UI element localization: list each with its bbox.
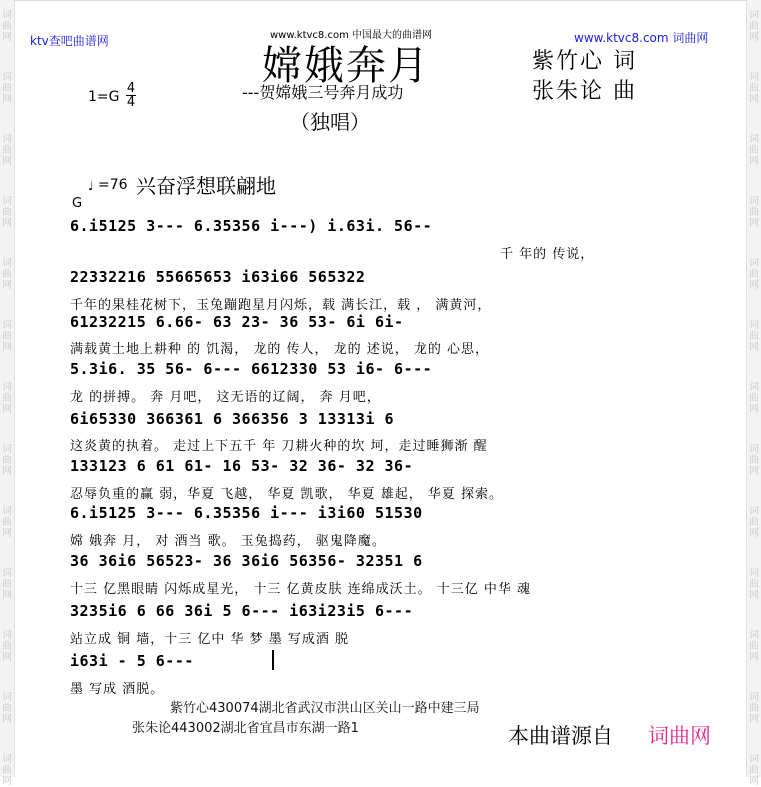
side-watermark-text: 词 曲 网: [2, 630, 12, 663]
score-row-8-lyrics: 十三 亿黑眼睛 闪烁成星光， 十三 亿黄皮肤 连绵成沃土。 十三亿 中华 魂: [70, 582, 532, 597]
side-watermark-text: 词 曲 网: [749, 134, 759, 167]
top-border: [14, 0, 747, 1]
site-center-label[interactable]: www.ktvc8.com 中国最大的曲谱网: [270, 30, 433, 41]
score-row-10-notes: i63i - 5 6---: [70, 652, 194, 670]
song-title: 嫦娥奔月: [262, 43, 430, 89]
source-site-link[interactable]: 词曲网: [648, 724, 711, 748]
score-row-6-notes: 133123 6 61 61- 16 53- 32 36- 32 36-: [70, 457, 414, 475]
side-watermark-text: 词 曲 网: [2, 10, 12, 43]
left-watermark-strip: [0, 0, 15, 787]
side-watermark-text: 词 曲 网: [2, 692, 12, 725]
score-row-1-lyrics: 千 年的 传说，: [500, 247, 595, 262]
score-row-10-lyrics: 墨 写成 酒脱。: [70, 682, 165, 697]
side-watermark-text: 词 曲 网: [2, 258, 12, 291]
side-watermark-text: 词 曲 网: [749, 568, 759, 601]
score-row-9-notes: 3235i6 6 66 36i 5 6--- i63i23i5 6---: [70, 602, 414, 620]
side-watermark-text: 词 曲 网: [2, 506, 12, 539]
score-row-8-notes: 36 36i6 56523- 36 36i6 56356- 32351 6: [70, 552, 423, 570]
right-watermark-strip: [746, 0, 761, 787]
side-watermark-text: 词 曲 网: [2, 72, 12, 105]
side-watermark-text: 词 曲 网: [2, 196, 12, 229]
score-row-3-notes: 61232215 6.66- 63 23- 36 53- 6i 6i-: [70, 313, 404, 331]
side-watermark-text: 词 曲 网: [749, 506, 759, 539]
side-watermark-text: 词 曲 网: [2, 444, 12, 477]
score-row-6-lyrics: 忍辱负重的赢 弱，华夏 飞越， 华夏 凯歌， 华夏 雄起， 华夏 探索。: [70, 487, 504, 502]
side-watermark-text: 词 曲 网: [749, 258, 759, 291]
side-watermark-text: 词 曲 网: [2, 568, 12, 601]
side-watermark-text: 词 曲 网: [749, 382, 759, 415]
score-row-7-notes: 6.i5125 3--- 6.35356 i--- i3i60 51530: [70, 504, 423, 522]
key-signature: 1=G: [88, 89, 120, 105]
lyricist-address: 紫竹心430074湖北省武汉市洪山区关山一路中建三局: [170, 701, 480, 716]
time-signature-top: 4: [126, 81, 136, 96]
side-watermark-text: 词 曲 网: [749, 72, 759, 105]
score-row-1-notes: 6.i5125 3--- 6.35356 i---) i.63i. 56--: [70, 217, 433, 235]
time-signature: [126, 82, 136, 109]
tempo-note-icon: ♩: [88, 179, 94, 193]
side-watermark-text: 词 曲 网: [2, 134, 12, 167]
tempo-marking: =76: [98, 177, 128, 193]
lyricist-credit: 紫竹心 词: [532, 49, 637, 74]
score-row-9-lyrics: 站立成 铜 墙，十三 亿中 华 梦 墨 写成酒 脱: [70, 632, 350, 647]
side-watermark-text: 词 曲 网: [2, 382, 12, 415]
side-watermark-text: 词 曲 网: [749, 444, 759, 477]
performance-note: （独唱）: [290, 110, 370, 134]
side-watermark-text: 词 曲 网: [2, 320, 12, 353]
expression-marking: 兴奋浮想联翩地: [136, 174, 276, 198]
score-row-5-lyrics: 这炎黄的执着。 走过上下五千 年 刀耕火种的坎 坷，走过睡狮渐 醒: [70, 439, 488, 454]
score-row-2-notes: 22332216 55665653 i63i66 565322: [70, 268, 366, 286]
side-watermark-text: 词 曲 网: [2, 754, 12, 787]
side-watermark-text: 词 曲 网: [749, 692, 759, 725]
score-row-2-lyrics: 千年的果桂花树下，玉兔蹦跑星月闪烁，载 满长江，载 ， 满黄河，: [70, 298, 492, 313]
side-watermark-text: 词 曲 网: [749, 320, 759, 353]
side-watermark-text: 词 曲 网: [749, 630, 759, 663]
score-row-4-lyrics: 龙 的拼搏。 奔 月吧， 这无语的辽阔， 奔 月吧，: [70, 390, 381, 405]
song-subtitle: ---贺嫦娥三号奔月成功: [242, 83, 404, 102]
site-right-label[interactable]: www.ktvc8.com 词曲网: [574, 31, 709, 45]
site-left-label[interactable]: ktv查吧曲谱网: [30, 34, 109, 48]
side-watermark-text: 词 曲 网: [749, 754, 759, 787]
chord-symbol: G: [72, 196, 83, 211]
score-row-4-notes: 5.3i6. 35 56- 6--- 6612330 53 i6- 6---: [70, 360, 433, 378]
score-row-7-lyrics: 嫦 娥奔 月， 对 酒当 歌。 玉兔捣药， 驱鬼降魔。: [70, 534, 386, 549]
side-watermark-text: 词 曲 网: [749, 196, 759, 229]
composer-address: 张朱论443002湖北省宜昌市东湖一路1: [132, 721, 359, 736]
time-signature-bottom: 4: [126, 95, 136, 110]
score-row-3-lyrics: 满载黄土地上耕种 的 饥渴， 龙的 传人， 龙的 述说， 龙的 心思，: [70, 342, 490, 357]
composer-credit: 张朱论 曲: [532, 79, 637, 104]
score-row-5-notes: 6i65330 366361 6 366356 3 13313i 6: [70, 410, 395, 428]
final-barline: [272, 650, 274, 670]
source-label: 本曲谱源自: [508, 724, 613, 748]
side-watermark-text: 词 曲 网: [749, 10, 759, 43]
